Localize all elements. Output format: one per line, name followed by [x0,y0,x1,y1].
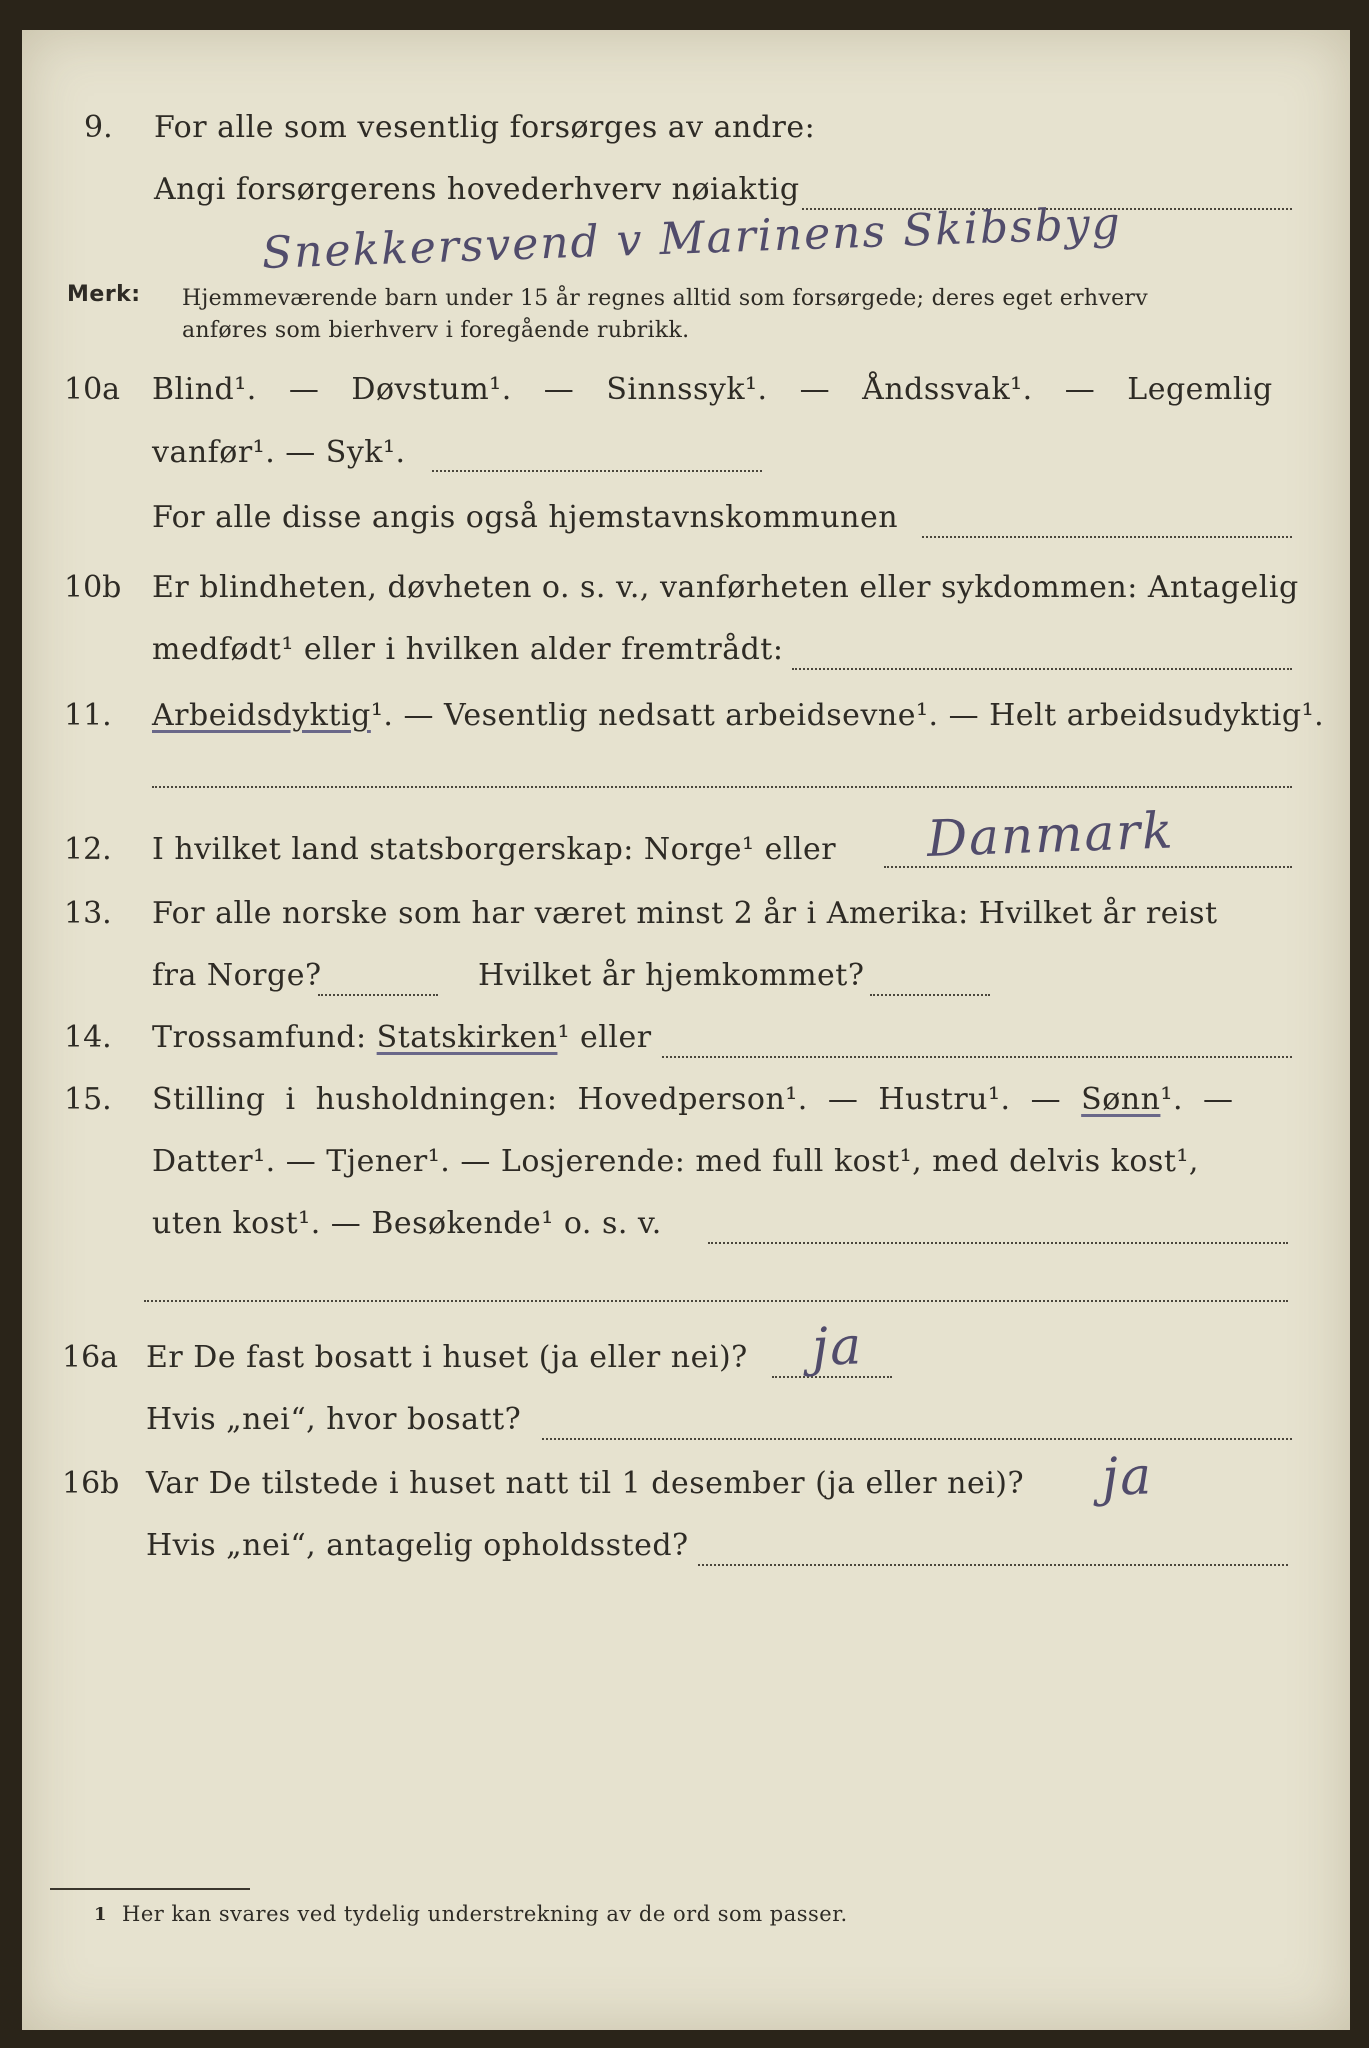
q12-text: I hvilket land statsborgerskap: Norge¹ eller [152,832,837,867]
q15-line2: Datter¹. — Tjener¹. — Losjerende: med full kost¹, med delvis kost¹, [152,1144,1199,1179]
q15-underlined-option: Sønn [1081,1082,1161,1117]
q10a-dotted-line [432,470,762,472]
merk-line1: Hjemmeværende barn under 15 år regnes alltid som forsørgede; deres eget erhverv [182,286,1148,311]
q16b-line1: Var De tilstede i huset natt til 1 desember (ja eller nei)? [146,1466,1025,1501]
q16a-dotted-line-2 [542,1438,1292,1440]
q11-dotted-line [152,786,1292,788]
q16b-handwritten-answer: ja [1100,1446,1155,1508]
q10a-dotted-line-2 [922,536,1292,538]
q11-underlined-option: Arbeidsdyktig [152,698,371,733]
q11-number: 11. [64,698,112,733]
q14-dotted-line [662,1056,1292,1058]
q16a-handwritten-answer: ja [810,1316,865,1378]
q15-dotted-line-2 [144,1300,1288,1302]
q15-line1b: ¹. — [1160,1082,1234,1117]
q10a-line2: vanfør¹. — Syk¹. [152,435,406,470]
q14-line [152,1020,652,1055]
footnote-rule [50,1888,250,1890]
q16a-line1: Er De fast bosatt i huset (ja eller nei)? [146,1340,748,1375]
q9-line2: Angi forsørgerens hovederhverv nøiaktig [154,172,800,207]
q10b-line2: medfødt¹ eller i hvilken alder fremtrådt: [152,632,784,667]
merk-line2: anføres som bierhverv i foregående rubrikk. [182,318,690,343]
q9-handwritten-answer: Snekkersvend v Marinens Skibsbyg [261,197,1123,279]
q15-line3: uten kost¹. — Besøkende¹ o. s. v. [152,1206,662,1241]
q10b-line1: Er blindheten, døvheten o. s. v., vanførheten eller sykdommen: Antagelig [152,570,1299,605]
q12-number: 12. [64,832,112,867]
q13-dotted-line-a [318,994,438,996]
q15-number: 15. [64,1082,112,1117]
q13-line1: For alle norske som har været minst 2 år i Amerika: Hvilket år reist [152,896,1218,931]
census-form-page [22,30,1350,2030]
q14-number: 14. [64,1020,112,1055]
q13-line2b: Hvilket år hjemkommet? [478,958,865,993]
q16a-number: 16a [62,1340,119,1375]
q10b-number: 10b [64,570,122,605]
q13-dotted-line-b [870,994,990,996]
footnote-mark: 1 [94,1904,108,1925]
q13-line2a: fra Norge? [152,958,322,993]
footnote-text: Her kan svares ved tydelig understrekning av de ord som passer. [122,1902,848,1926]
q16a-line2: Hvis „nei“, hvor bosatt? [146,1402,522,1437]
q9-number: 9. [84,110,113,145]
q9-line1: For alle som vesentlig forsørges av andre: [154,110,816,145]
q10b-dotted-line [792,668,1292,670]
q15-line1a: Stilling i husholdningen: Hovedperson¹. — Hustru¹. — [152,1082,1062,1117]
q12-handwritten-answer: Danmark [925,801,1176,868]
q11-line [152,698,1324,733]
q14-prefix: Trossamfund: [152,1020,367,1055]
q16b-dotted-line [698,1564,1288,1566]
merk-label: Merk: [67,282,141,307]
q16b-line2: Hvis „nei“, antagelig opholdssted? [146,1528,689,1563]
q10a-number: 10a [64,372,121,407]
q15-dotted-line [708,1242,1288,1244]
q16b-number: 16b [62,1466,120,1501]
q14-underlined-option: Statskirken [376,1020,558,1055]
q13-number: 13. [64,896,112,931]
q11-rest: ¹. — Vesentlig nedsatt arbeidsevne¹. — Helt arbeidsudyktig¹. [370,698,1325,733]
q15-line1 [152,1082,1234,1117]
q10a-line3: For alle disse angis også hjemstavnskommunen [152,500,899,535]
q14-suffix: ¹ eller [557,1020,652,1055]
q10a-line1: Blind¹. — Døvstum¹. — Sinnssyk¹. — Åndssvak¹. — Legemlig [152,372,1273,407]
